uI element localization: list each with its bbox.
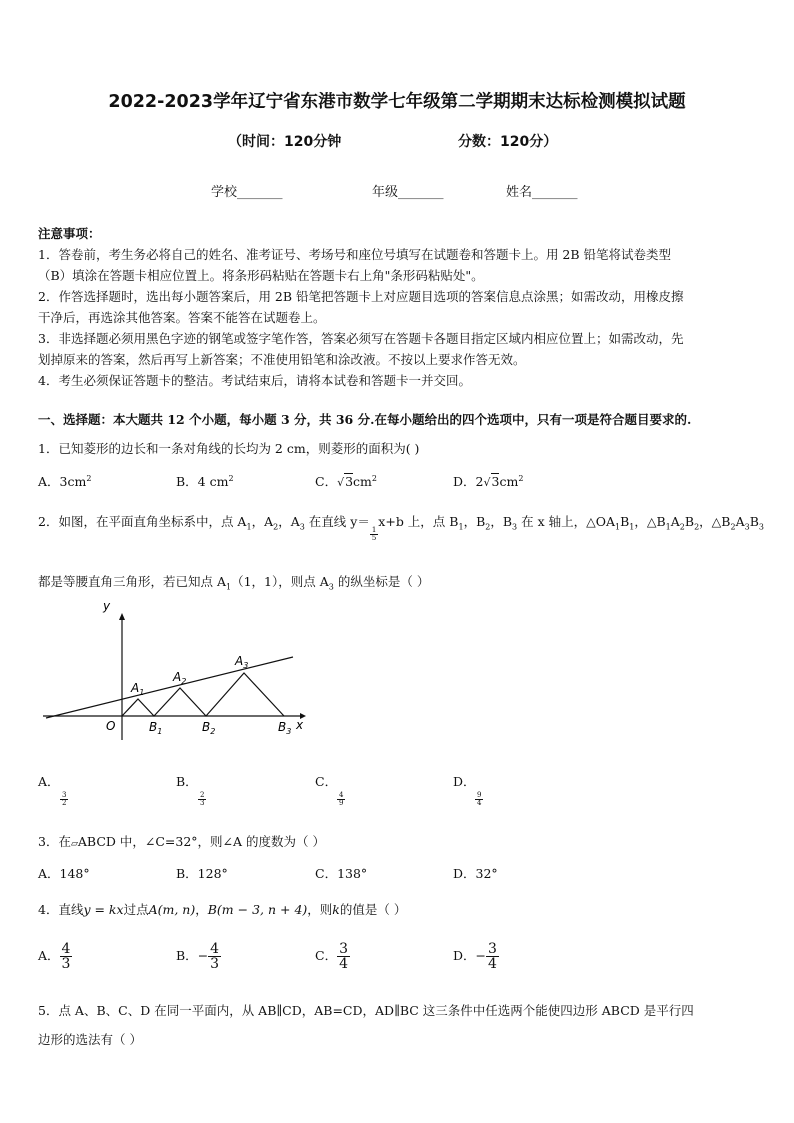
section-heading: 一、选择题：本大题共 12 个小题，每小题 3 分，共 36 分.在每小题给出的四个选项中，只有一项是符合题目要求的. <box>38 412 692 427</box>
notice-line: 3．非选择题必须用黑色字迹的钢笔或签字笔作答，答案必须写在答题卡各题目指定区域内相应位置上；如需改动，先 <box>38 331 684 346</box>
q2-option-a: A． $\frac{3}{2}$ <box>38 774 67 807</box>
time-label: （时间：120分钟 <box>228 134 342 150</box>
q4-option-c: C． $\frac{3}{4}$ <box>315 941 348 972</box>
q3-option-d: D．32° <box>453 866 498 881</box>
school-field: 学校_______ <box>211 185 283 200</box>
question-4-stem: 4．直线y = kx过点A(m, n)，B(m − 3, n + 4)，则k的值是（ ） <box>38 902 407 917</box>
b3-label: $B_3$ <box>278 720 292 736</box>
notice-line: 干净后，再选涂其他答案。答案不能答在试题卷上。 <box>38 310 326 325</box>
question-2-stem: 2．如图，在平面直角坐标系中，点 $A_1$，$A_2$，$A_3$ 在直线 y＝ $\frac{1}{5}$ x+b 上，点 $B_1$，$B_2$，$B_3$ 在 x 轴上，$\triangle OA_1B_1$，$\triangle B_1A_2B_2$，$\triangle B_2A_3B_3$ <box>38 514 764 542</box>
a2-label: $A_2$ <box>173 670 187 686</box>
origin-label: O <box>106 719 116 733</box>
question-5-line2: 边形的选法有（ ） <box>38 1032 142 1047</box>
q2-option-c: C． $\frac{4}{9}$ <box>315 774 344 807</box>
q4-option-a: A． $\frac{4}{3}$ <box>38 941 71 972</box>
q3-option-b: B．128° <box>176 866 228 881</box>
notice-line: 2．作答选择题时，选出每小题答案后，用 2B 铅笔把答题卡上对应题目选项的答案信息点涂黑；如需改动，用橡皮擦 <box>38 289 684 304</box>
notice-heading: 注意事项： <box>38 226 101 241</box>
grade-field: 年级_______ <box>372 185 444 200</box>
a3-label: $A_3$ <box>235 654 249 670</box>
name-field: 姓名_______ <box>506 185 578 200</box>
q4-option-d: D．− $\frac{3}{4}$ <box>453 941 497 972</box>
q1-option-c: C．$√3cm^2$ <box>315 473 377 489</box>
notice-line: 划掉原来的答案，然后再写上新答案；不准使用铅笔和涂改液。不按以上要求作答无效。 <box>38 352 526 367</box>
b2-label: $B_2$ <box>202 720 216 736</box>
q1-option-b: B．4 $cm^2$ <box>176 473 234 489</box>
b1-label: $B_1$ <box>149 720 163 736</box>
q3-option-c: C．138° <box>315 866 368 881</box>
y-axis-arrow-icon <box>119 613 125 620</box>
q2-option-b: B． $\frac{2}{3}$ <box>176 774 205 807</box>
q2-figure <box>38 600 313 742</box>
notice-line: 1．答卷前，考生务必将自己的姓名、准考证号、考场号和座位号填写在试题卷和答题卡上。用 2B 铅笔将试卷类型 <box>38 247 672 262</box>
page-title: 2022-2023学年辽宁省东港市数学七年级第二学期期末达标检测模拟试题 <box>108 92 686 112</box>
line-graph <box>46 657 293 718</box>
question-3-stem: 3．在▱ABCD 中，∠C=32°，则∠A 的度数为（ ） <box>38 834 325 849</box>
q4-option-b: B．− $\frac{4}{3}$ <box>176 941 220 972</box>
question-1-stem: 1．已知菱形的边长和一条对角线的长均为 2 cm，则菱形的面积为( ) <box>38 441 420 456</box>
notice-line: 4．考生必须保证答题卡的整洁。考试结束后，请将本试卷和答题卡一并交回。 <box>38 373 471 388</box>
q2-option-d: D． $\frac{9}{4}$ <box>453 774 482 807</box>
q3-option-a: A．148° <box>38 866 90 881</box>
q1-option-d: D．$2√3cm^2$ <box>453 473 524 489</box>
a1-label: $A_1$ <box>131 681 145 697</box>
slope-fraction: $\frac{1}{5}$ <box>371 526 377 542</box>
q1-option-a: A．$3cm^2$ <box>38 473 92 489</box>
question-2-line2: 都是等腰直角三角形，若已知点 $A_1(1$，1），则点 $A_3$ 的纵坐标是（ ） <box>38 574 430 592</box>
y-label: y <box>103 600 111 613</box>
notice-line: （B）填涂在答题卡相应位置上。将条形码粘贴在答题卡右上角"条形码粘贴处"。 <box>38 268 484 283</box>
question-5-line1: 5．点 A、B、C、D 在同一平面内，从 AB∥CD，AB=CD，AD∥BC 这三条件中任选两个能使四边形 ABCD 是平行四 <box>38 1003 694 1018</box>
score-label: 分数：120分） <box>458 134 558 150</box>
x-label: x <box>296 718 304 732</box>
